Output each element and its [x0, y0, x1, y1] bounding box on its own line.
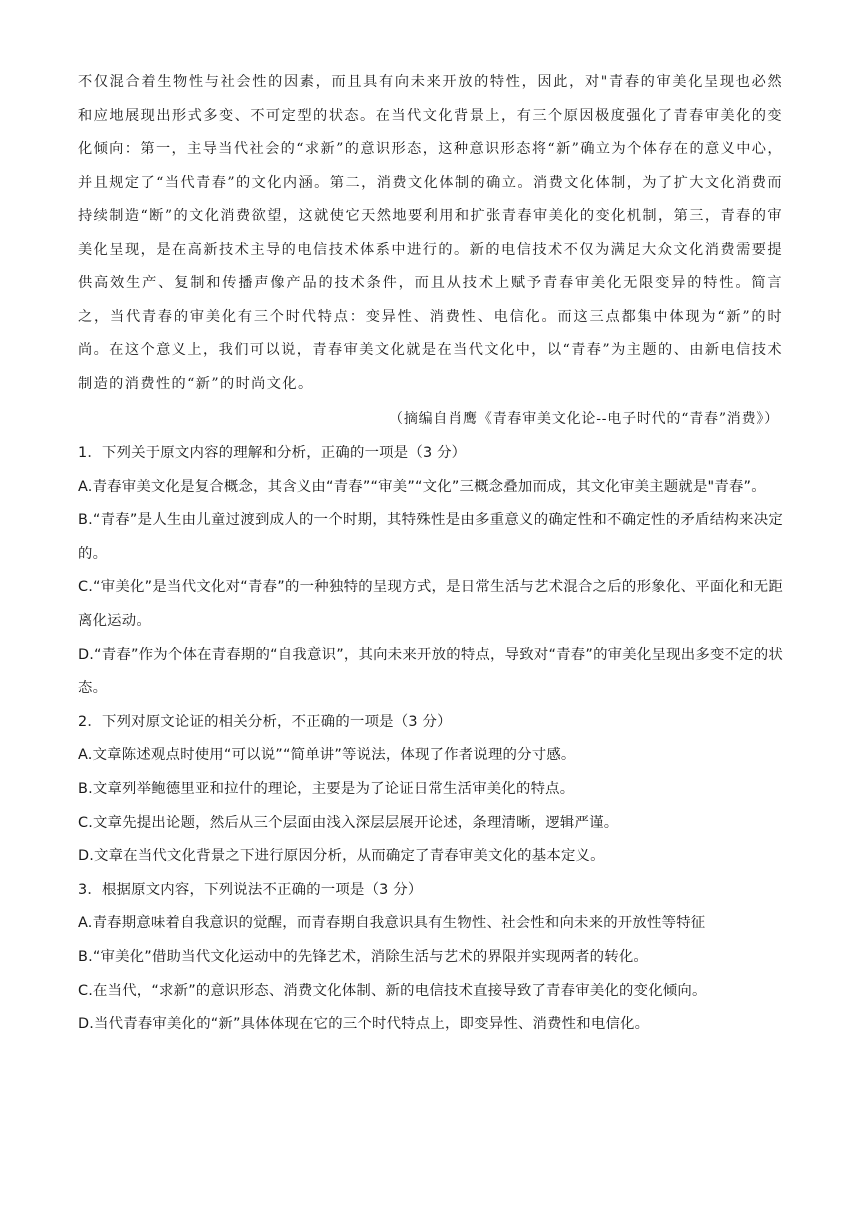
option-b: B.“审美化”借助当代文化运动中的先锋艺术，消除生活与艺术的界限并实现两者的转化。 — [78, 948, 649, 965]
option-d: D.当代青春审美化的“新”具体体现在它的三个时代特点上，即变异性、消费性和电信化。 — [78, 1016, 650, 1033]
question-3 — [78, 874, 783, 1042]
passage-source: （摘编自肖鹰《青春审美文化论--电子时代的“青春”消费》） — [389, 411, 779, 427]
passage-paragraph: 不仅混合着生物性与社会性的因素，而且具有向未来开放的特性，因此，对"青春的审美化呈现也必然和应地展现出形式多变、不可定型的状态。在当代文化背景上，有三个原因极度强化了青春审美化的变化倾向：第一，主导当代社会的“求新”的意识形态，这种意识形态将“新”确立为个体存在的意义中心，并且规定了“当代青春”的文化内涵。第二，消费文化体制的确立。消费文化体制，为了扩大文化消费而持续制造“断”的文化消费欲望，这就使它天然地要利用和扩张青春审美化的变化机制，第三，青春的审美化呈现，是在高新技术主导的电信技术体系中进行的。新的电信技术不仅为满足大众文化消费需要提供高效生产、复制和传播声像产品的技术条件，而且从技术上赋予青春审美化无限变异的特性。简言之，当代青春的审美化有三个时代特点：变异性、消费性、电信化。而这三点都集中体现为“新”的时尚。在这个意义上，我们可以说，青春审美文化就是在当代文化中，以“青春”为主题的、由新电信技术制造的消费性的“新”的时尚文化。 — [78, 74, 783, 392]
question-list — [78, 437, 783, 1042]
option-a: A.青春期意味着自我意识的觉醒，而青春期自我意识具有生物性、社会性和向未来的开放性等特征 — [78, 915, 706, 932]
option-a: A.文章陈述观点时使用“可以说”“简单讲”等说法，体现了作者说理的分寸感。 — [78, 747, 576, 764]
question-stem: 3．根据原文内容，下列说法不正确的一项是（3 分） — [78, 881, 423, 898]
question-1 — [78, 437, 783, 706]
option-c: C.文章先提出论题，然后从三个层面由浅入深层层展开论述，条理清晰，逻辑严谨。 — [78, 814, 619, 831]
option-a: A.青春审美文化是复合概念，其含义由“青春”“审美”“文化”三概念叠加而成，其文化审美主题就是"青春”。 — [78, 478, 766, 495]
reading-passage — [78, 66, 783, 401]
option-c: C.在当代，“求新”的意识形态、消费文化体制、新的电信技术直接导致了青春审美化的变化倾向。 — [78, 982, 707, 999]
question-stem: 1．下列关于原文内容的理解和分析，正确的一项是（3 分） — [78, 445, 467, 461]
option-d: D.文章在当代文化背景之下进行原因分析，从而确定了青春审美文化的基本定义。 — [78, 848, 605, 865]
option-d: D.“青春”作为个体在青春期的“自我意识”，其向未来开放的特点，导致对“青春”的审美化呈现出多变不定的状态。 — [78, 646, 783, 697]
option-c: C.“审美化”是当代文化对“青春”的一种独特的呈现方式，是日常生活与艺术混合之后的形象化、平面化和无距离化运动。 — [78, 579, 783, 629]
question-2 — [78, 706, 783, 874]
option-b: B.“青春”是人生由儿童过渡到成人的一个时期，其特殊性是由多重意义的确定性和不确定性的矛盾结构来决定的。 — [78, 512, 783, 562]
option-b: B.文章列举鲍德里亚和拉什的理论，主要是为了论证日常生活审美化的特点。 — [78, 780, 575, 797]
question-stem: 2．下列对原文论证的相关分析，不正确的一项是（3 分） — [78, 713, 452, 730]
exam-page — [78, 66, 783, 1042]
